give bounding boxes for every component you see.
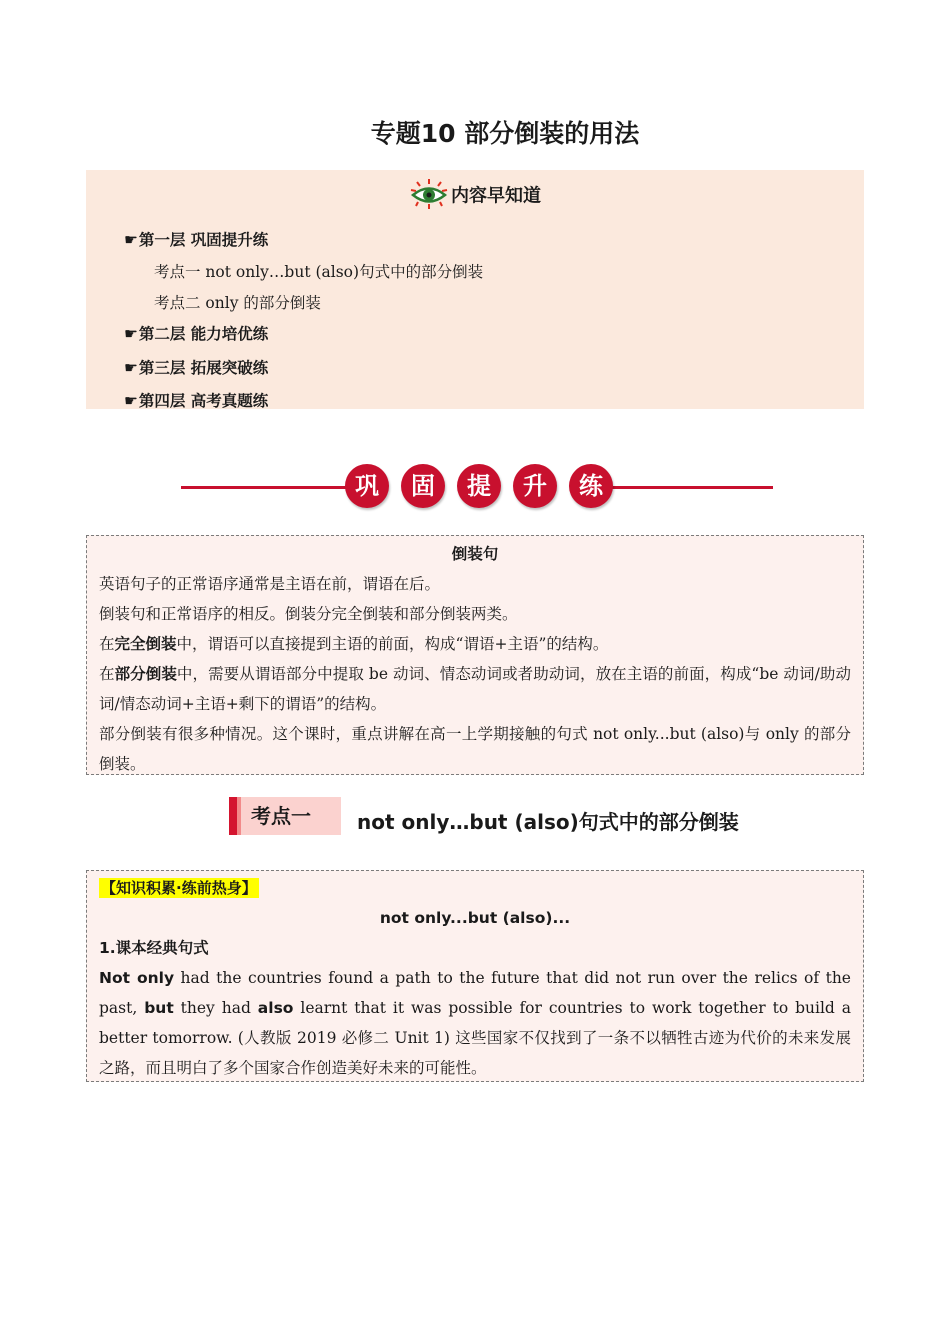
toc-point-2: 考点二 only 的部分倒装	[154, 294, 321, 312]
pointing-hand-icon: ☛	[124, 392, 138, 410]
page-title: 专题10 部分倒装的用法	[370, 119, 640, 148]
toc-point-1: 考点一 not only…but (also)句式中的部分倒装	[154, 263, 484, 281]
kaodian-title: not only…but (also)句式中的部分倒装	[357, 810, 739, 834]
eye-icon	[409, 178, 449, 215]
kaodian-tag: 考点一	[229, 797, 341, 835]
knowledge-label: 【知识积累·练前热身】	[101, 879, 257, 897]
banner-char: 固	[401, 464, 445, 508]
pointing-hand-icon: ☛	[124, 359, 138, 377]
intro-paragraph: 倒装句和正常语序的相反。倒装分完全倒装和部分倒装两类。	[99, 605, 518, 623]
pointing-hand-icon: ☛	[124, 231, 138, 249]
toc-level-1: ☛第一层 巩固提升练	[124, 231, 269, 249]
knowledge-heading: not only...but (also)...	[379, 909, 571, 927]
toc-heading	[86, 178, 864, 215]
intro-heading: 倒装句	[451, 545, 499, 563]
toc-level-3: ☛第三层 拓展突破练	[124, 359, 269, 377]
section-banner	[181, 464, 773, 512]
toc-level-2: ☛第二层 能力培优练	[124, 325, 269, 343]
intro-paragraph: 在完全倒装中，谓语可以直接提到主语的前面，构成“谓语+主语”的结构。	[99, 635, 609, 653]
knowledge-box	[86, 870, 864, 1082]
intro-paragraph: 英语句子的正常语序通常是主语在前，谓语在后。	[99, 575, 441, 593]
banner-rule-right	[601, 486, 773, 489]
toc-level-4: ☛第四层 高考真题练	[124, 392, 269, 410]
toc-heading-text: 内容早知道	[451, 185, 541, 207]
banner-char: 练	[569, 464, 613, 508]
banner-char: 升	[513, 464, 557, 508]
intro-paragraph: 部分倒装有很多种情况。这个课时，重点讲解在高一上学期接触的句式 not only...but (also)与 only 的部分倒装。	[99, 725, 851, 773]
knowledge-label-row	[99, 873, 851, 903]
banner-char: 提	[457, 464, 501, 508]
intro-box	[86, 535, 864, 775]
knowledge-subheading: 1.课本经典句式	[99, 939, 209, 957]
intro-paragraph: 在部分倒装中，需要从谓语部分中提取 be 动词、情态动词或者助动词，放在主语的前面，构成“be 动词/助动词/情态动词+主语+剩下的谓语”的结构。	[99, 665, 851, 713]
banner-rule-left	[181, 486, 351, 489]
pointing-hand-icon: ☛	[124, 325, 138, 343]
example-sentence: Not only had the countries found a path to the future that did not run over the relics of the past, but they had also learnt that it was possible for countries to work together to build a better tomorrow. (人教版 2019 必修二 Unit 1) 这些国家不仅找到了一条不以牺牲古迹为代价的未来发展之路，而且明白了多个国家合作创造美好未来的可能性。	[99, 969, 851, 1077]
banner-char: 巩	[345, 464, 389, 508]
toc-panel	[86, 170, 864, 409]
